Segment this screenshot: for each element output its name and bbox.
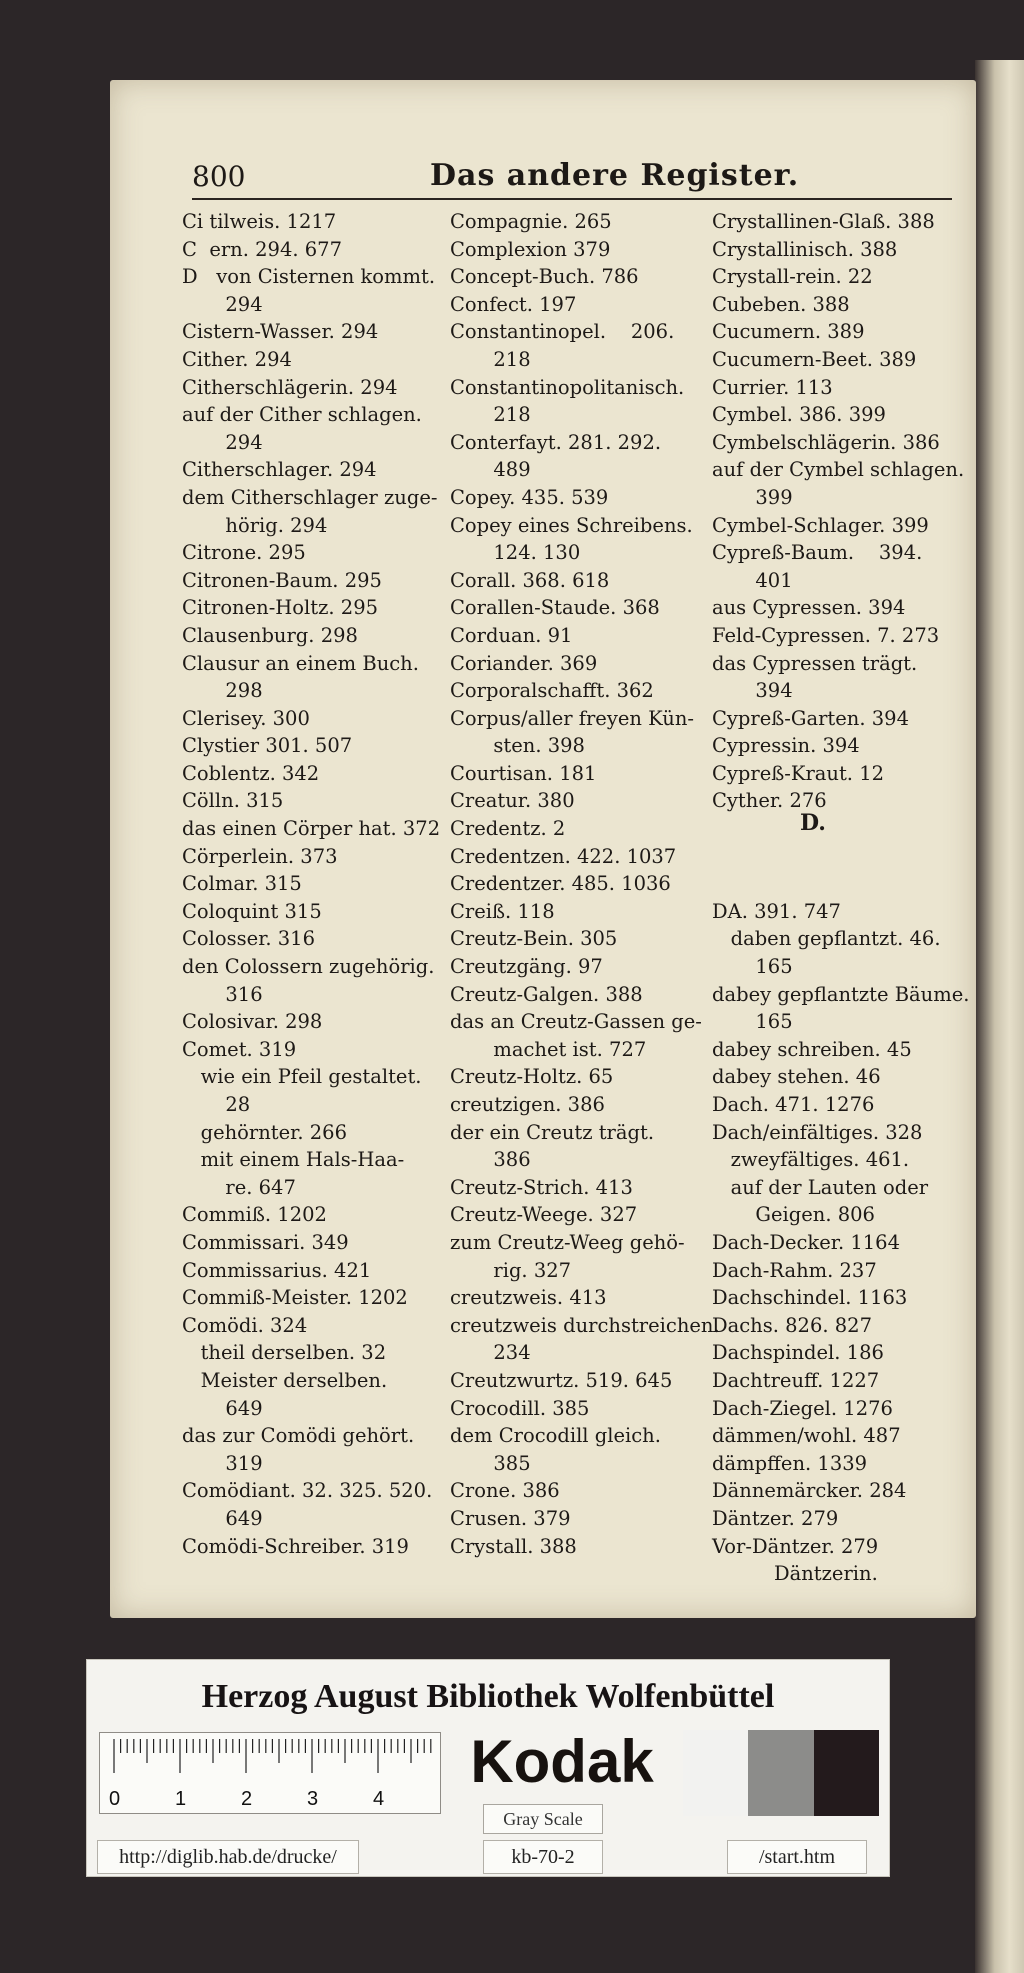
index-entry: 298 bbox=[182, 679, 263, 703]
index-entry: Corallen-Staude. 368 bbox=[450, 596, 660, 620]
index-entry: daben gepflantzt. 46. bbox=[712, 927, 941, 951]
index-entry: 28 bbox=[182, 1093, 251, 1116]
index-column-3 bbox=[712, 208, 970, 1588]
index-entry: theil derselben. 32 bbox=[182, 1341, 387, 1365]
index-entry: Cistern-Wasser. 294 bbox=[182, 320, 379, 344]
ruler-ticks bbox=[100, 1733, 440, 1813]
index-entry: Crocodill. 385 bbox=[450, 1396, 590, 1420]
index-entry: dem Crocodill gleich. bbox=[450, 1424, 661, 1448]
index-entry: Crystallinen-Glaß. 388 bbox=[712, 210, 935, 233]
index-entry: dabey stehen. 46 bbox=[712, 1065, 881, 1089]
index-entry: Cypreß-Baum. 394. bbox=[712, 541, 923, 565]
index-entry: Constantinopel. 206. bbox=[450, 320, 675, 344]
index-entry: Creutz-Holtz. 65 bbox=[450, 1065, 614, 1089]
index-entry: das an Creutz-Gassen ge- bbox=[450, 1010, 702, 1034]
index-entry: Cucumern-Beet. 389 bbox=[712, 347, 917, 371]
url-prefix: http://diglib.hab.de/drucke/ bbox=[97, 1840, 359, 1874]
index-entry: Meister derselben. bbox=[182, 1368, 388, 1392]
index-column-2 bbox=[450, 208, 720, 1560]
index-entry: Dachs. 826. 827 bbox=[712, 1313, 872, 1337]
index-entry: Conterfayt. 281. 292. bbox=[450, 430, 662, 454]
index-entry: D von Cisternen kommt. bbox=[182, 265, 436, 289]
index-entry: Copey. 435. 539 bbox=[450, 485, 609, 509]
index-entry: Geigen. 806 bbox=[712, 1203, 875, 1227]
index-entry: wie ein Pfeil gestaltet. bbox=[182, 1065, 422, 1089]
ruler bbox=[99, 1732, 441, 1814]
index-entry: Comödi. 324 bbox=[182, 1313, 308, 1337]
index-entry: mit einem Hals-Haa- bbox=[182, 1148, 405, 1172]
index-entry: Comödiant. 32. 325. 520. bbox=[182, 1479, 433, 1503]
index-entry: Cymbelschlägerin. 386 bbox=[712, 430, 940, 454]
index-entry: dämpffen. 1339 bbox=[712, 1451, 868, 1475]
index-entry: Citrone. 295 bbox=[182, 541, 306, 565]
ruler-number: 3 bbox=[307, 1788, 319, 1810]
index-entry: Creutz-Bein. 305 bbox=[450, 927, 618, 951]
ruler-number: 1 bbox=[175, 1788, 187, 1810]
index-entry: rig. 327 bbox=[450, 1258, 572, 1282]
index-entry: zweyfältiges. 461. bbox=[712, 1148, 910, 1172]
index-entry: Creutz-Galgen. 388 bbox=[450, 982, 643, 1006]
index-entry: auf der Cymbel schlagen. bbox=[712, 458, 965, 482]
index-entry: creutzweis. 413 bbox=[450, 1286, 607, 1310]
index-entry: Coriander. 369 bbox=[450, 651, 598, 675]
index-entry: 218 bbox=[450, 403, 531, 427]
index-entry: 294 bbox=[182, 292, 263, 316]
index-entry: Dach. 471. 1276 bbox=[712, 1093, 875, 1116]
index-entry: Dach-Ziegel. 1276 bbox=[712, 1396, 893, 1420]
index-entry: Däntzerin. bbox=[712, 1562, 878, 1586]
index-entry: Commiß-Meister. 1202 bbox=[182, 1286, 408, 1310]
index-entry bbox=[712, 870, 962, 898]
index-entry: Colmar. 315 bbox=[182, 872, 302, 896]
index-entry: Citronen-Baum. 295 bbox=[182, 568, 382, 592]
index-entry: dem Citherschlager zuge- bbox=[182, 485, 438, 509]
index-entry: Cypreß-Garten. 394 bbox=[712, 706, 909, 730]
book-spine bbox=[975, 60, 1024, 1973]
index-entry: Creutzgäng. 97 bbox=[450, 955, 603, 979]
index-entry: Däntzer. 279 bbox=[712, 1506, 839, 1530]
url-suffix: /start.htm bbox=[727, 1840, 867, 1874]
index-entry: Coblentz. 342 bbox=[182, 761, 320, 785]
index-entry: dabey schreiben. 45 bbox=[712, 1037, 912, 1061]
index-entry: Citherschlägerin. 294 bbox=[182, 375, 398, 399]
index-entry: Confect. 197 bbox=[450, 292, 577, 316]
index-entry: Colosivar. 298 bbox=[182, 1010, 323, 1034]
index-entry: Clausur an einem Buch. bbox=[182, 651, 419, 675]
index-entry: Citronen-Holtz. 295 bbox=[182, 596, 379, 620]
index-entry: Copey eines Schreibens. bbox=[450, 513, 693, 537]
index-entry: das Cypressen trägt. bbox=[712, 651, 918, 675]
index-entry: 649 bbox=[182, 1396, 263, 1420]
index-entry: 401 bbox=[712, 568, 793, 592]
index-entry: Citherschlager. 294 bbox=[182, 458, 377, 482]
index-entry: Credentzer. 485. 1036 bbox=[450, 872, 671, 896]
index-entry: der ein Creutz trägt. bbox=[450, 1120, 655, 1144]
index-entry: auf der Cither schlagen. bbox=[182, 403, 422, 427]
swatch-mid bbox=[748, 1730, 813, 1816]
index-entry: DA. 391. 747 bbox=[712, 899, 841, 923]
index-entry: Cörperlein. 373 bbox=[182, 844, 338, 868]
index-entry: Cither. 294 bbox=[182, 347, 292, 371]
index-entry: 394 bbox=[712, 679, 793, 703]
index-entry: 294 bbox=[182, 430, 263, 454]
index-entry: creutzweis durchstreichen. bbox=[450, 1313, 720, 1337]
index-entry: dabey gepflantzte Bäume. bbox=[712, 982, 970, 1006]
page-header bbox=[192, 158, 952, 200]
index-entry: Crystallinisch. 388 bbox=[712, 237, 898, 261]
index-entry: C ern. 294. 677 bbox=[182, 237, 342, 261]
digitization-target-card bbox=[86, 1659, 890, 1877]
index-entry bbox=[712, 815, 962, 843]
index-entry: Dachspindel. 186 bbox=[712, 1341, 884, 1365]
index-entry: das einen Cörper hat. 372 bbox=[182, 817, 441, 841]
index-entry: Ci tilweis. 1217 bbox=[182, 210, 337, 233]
kodak-logo: Kodak bbox=[470, 1728, 654, 1795]
swatch-dark bbox=[814, 1730, 879, 1816]
index-entry: creutzigen. 386 bbox=[450, 1093, 605, 1116]
index-entry: Corall. 368. 618 bbox=[450, 568, 610, 592]
index-entry: Crusen. 379 bbox=[450, 1506, 571, 1530]
swatch-light bbox=[683, 1730, 748, 1816]
index-entry: 399 bbox=[712, 485, 793, 509]
index-entry: Dachschindel. 1163 bbox=[712, 1286, 908, 1310]
index-entry: Comet. 319 bbox=[182, 1037, 297, 1061]
index-entry: Currier. 113 bbox=[712, 375, 833, 399]
index-entry: Comödi-Schreiber. 319 bbox=[182, 1534, 409, 1558]
shelfmark: kb-70-2 bbox=[483, 1840, 603, 1874]
index-entry: gehörnter. 266 bbox=[182, 1120, 347, 1144]
index-entry: Clystier 301. 507 bbox=[182, 734, 353, 758]
page-number: 800 bbox=[192, 160, 246, 193]
index-entry: Crystall-rein. 22 bbox=[712, 265, 873, 289]
index-entry: Cypressin. 394 bbox=[712, 734, 860, 758]
index-entry: Creutz-Strich. 413 bbox=[450, 1175, 633, 1199]
index-entry bbox=[712, 843, 962, 871]
index-entry: das zur Comödi gehört. bbox=[182, 1424, 415, 1448]
library-name: Herzog August Bibliothek Wolfenbüttel bbox=[201, 1678, 775, 1715]
index-entry: Commiß. 1202 bbox=[182, 1203, 327, 1227]
index-entry: Commissari. 349 bbox=[182, 1230, 349, 1254]
index-entry: 386 bbox=[450, 1148, 531, 1172]
index-entry: Cubeben. 388 bbox=[712, 292, 850, 316]
index-entry: 316 bbox=[182, 982, 263, 1006]
index-entry: 385 bbox=[450, 1451, 531, 1475]
index-entry: Coloquint 315 bbox=[182, 899, 322, 923]
index-entry: Corpus/aller freyen Kün- bbox=[450, 706, 694, 730]
index-entry: Corduan. 91 bbox=[450, 623, 573, 647]
index-entry: Cucumern. 389 bbox=[712, 320, 865, 344]
index-entry: Credentzen. 422. 1037 bbox=[450, 844, 677, 868]
index-entry: 165 bbox=[712, 955, 793, 979]
ruler-number: 2 bbox=[241, 1788, 253, 1810]
index-entry: Colosser. 316 bbox=[182, 927, 315, 951]
index-entry: Cymbel-Schlager. 399 bbox=[712, 513, 929, 537]
index-entry: 649 bbox=[182, 1506, 263, 1530]
index-entry: Corporalschafft. 362 bbox=[450, 679, 654, 703]
index-entry: auf der Lauten oder bbox=[712, 1175, 929, 1199]
index-entry: Compagnie. 265 bbox=[450, 210, 612, 233]
index-entry: 218 bbox=[450, 347, 531, 371]
index-entry: Courtisan. 181 bbox=[450, 761, 597, 785]
section-letter: D. bbox=[800, 810, 826, 836]
index-entry: Dach/einfältiges. 328 bbox=[712, 1120, 923, 1144]
index-entry: zum Creutz-Weeg gehö- bbox=[450, 1230, 685, 1254]
ruler-number: 0 bbox=[109, 1788, 121, 1810]
index-entry: Constantinopolitanisch. bbox=[450, 375, 685, 399]
gray-scale-swatches bbox=[683, 1730, 879, 1816]
index-entry: 489 bbox=[450, 458, 531, 482]
index-entry: 234 bbox=[450, 1341, 531, 1365]
index-entry: Clausenburg. 298 bbox=[182, 623, 358, 647]
index-entry: 124. 130 bbox=[450, 541, 581, 565]
index-entry: sten. 398 bbox=[450, 734, 585, 758]
gray-scale-label: Gray Scale bbox=[483, 1804, 603, 1834]
index-entry: Clerisey. 300 bbox=[182, 706, 310, 730]
index-entry: Commissarius. 421 bbox=[182, 1258, 372, 1282]
index-entry: 165 bbox=[712, 1010, 793, 1034]
index-entry: 319 bbox=[182, 1451, 263, 1475]
index-entry: Crone. 386 bbox=[450, 1479, 560, 1503]
index-entry: Creiß. 118 bbox=[450, 899, 555, 923]
index-entry: Credentz. 2 bbox=[450, 817, 566, 841]
index-entry: Cymbel. 386. 399 bbox=[712, 403, 886, 427]
index-entry: den Colossern zugehörig. bbox=[182, 955, 435, 979]
index-entry: Creutzwurtz. 519. 645 bbox=[450, 1368, 673, 1392]
index-column-1 bbox=[182, 208, 450, 1560]
index-entry: Feld-Cypressen. 7. 273 bbox=[712, 623, 940, 647]
index-entry: Dach-Rahm. 237 bbox=[712, 1258, 877, 1282]
index-entry: Vor-Däntzer. 279 bbox=[712, 1534, 879, 1558]
index-entry: Dach-Decker. 1164 bbox=[712, 1230, 900, 1254]
index-entry: Complexion 379 bbox=[450, 237, 611, 261]
index-entry: Crystall. 388 bbox=[450, 1534, 577, 1558]
index-entry: Cyther. 276 bbox=[712, 789, 827, 813]
index-entry: Creatur. 380 bbox=[450, 789, 575, 813]
index-entry: Creutz-Weege. 327 bbox=[450, 1203, 638, 1227]
index-entry: aus Cypressen. 394 bbox=[712, 596, 906, 620]
index-entry: Dachtreuff. 1227 bbox=[712, 1368, 880, 1392]
register-page bbox=[110, 80, 976, 1618]
ruler-number: 4 bbox=[373, 1788, 385, 1810]
running-title: Das andere Register. bbox=[430, 158, 800, 193]
index-entry: Concept-Buch. 786 bbox=[450, 265, 639, 289]
index-entry: dämmen/wohl. 487 bbox=[712, 1424, 901, 1448]
index-entry: re. 647 bbox=[182, 1175, 296, 1199]
index-entry: Cölln. 315 bbox=[182, 789, 284, 813]
index-entry: hörig. 294 bbox=[182, 513, 328, 537]
index-entry: Dännemärcker. 284 bbox=[712, 1479, 907, 1503]
index-entry: machet ist. 727 bbox=[450, 1037, 647, 1061]
index-entry: Cypreß-Kraut. 12 bbox=[712, 761, 885, 785]
